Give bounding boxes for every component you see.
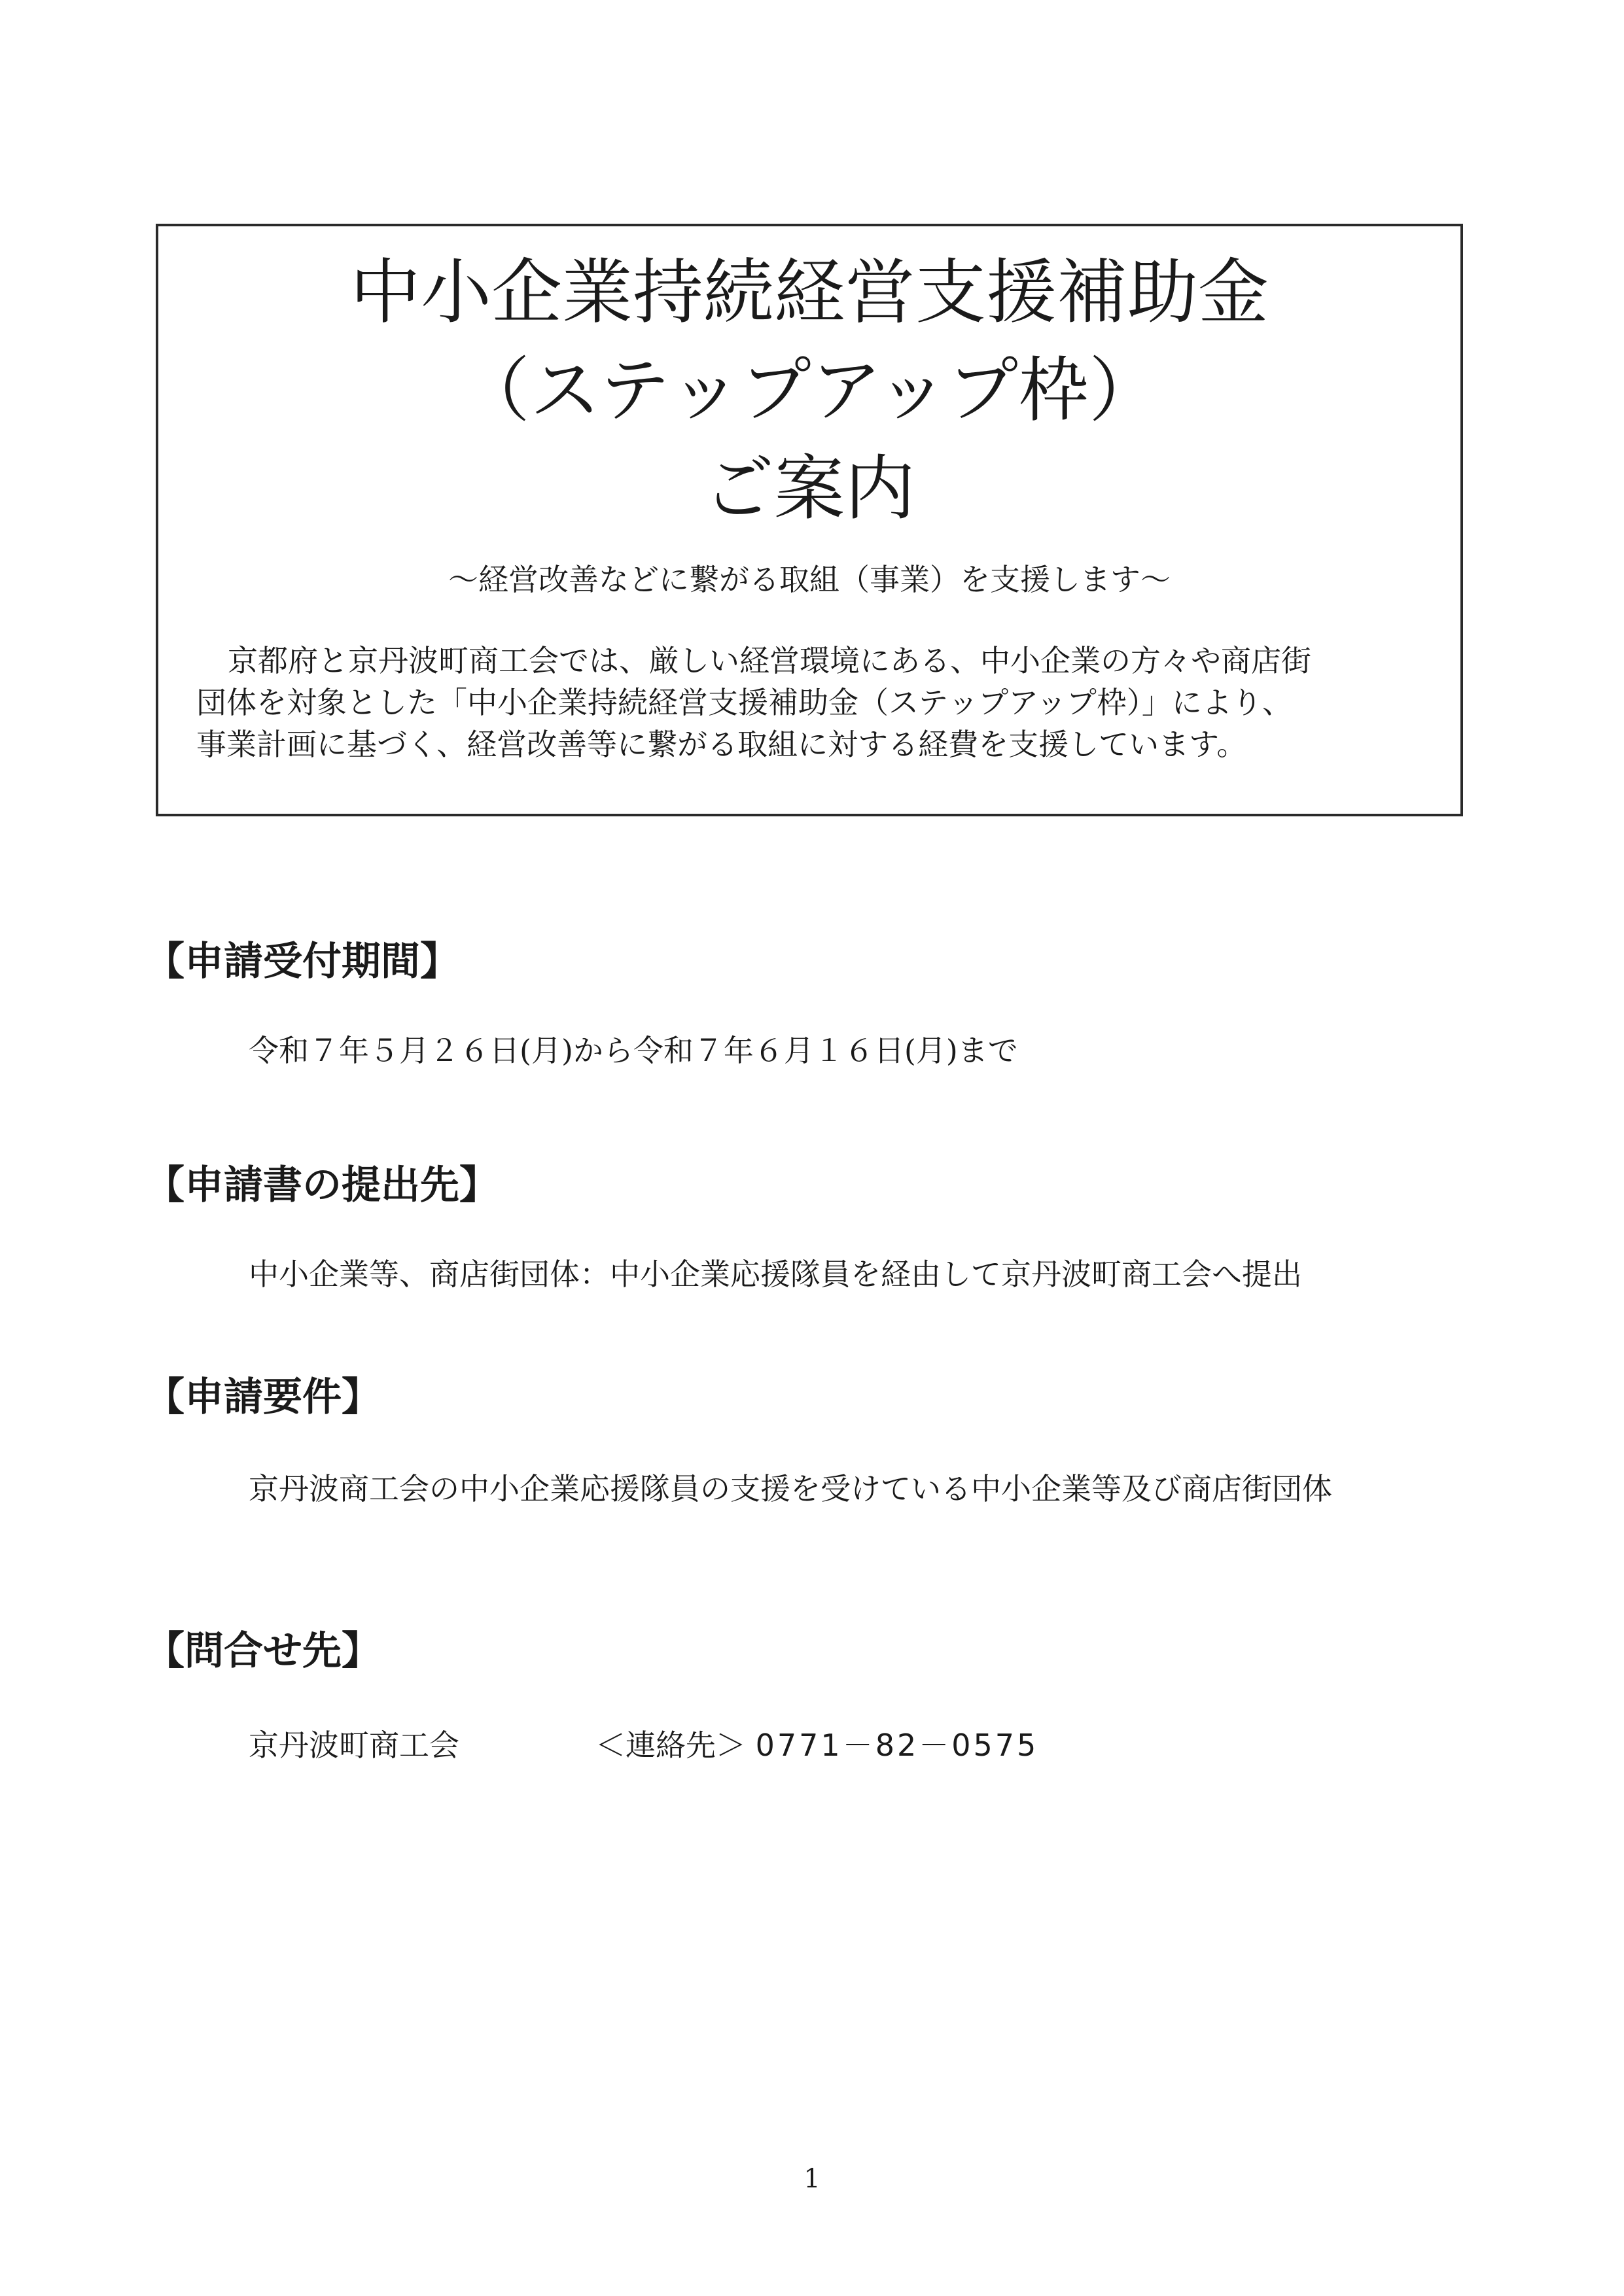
intro-line-1: 京都府と京丹波町商工会では、厳しい経営環境にある、中小企業の方々や商店街 — [228, 643, 1311, 678]
intro-line-3: 事業計画に基づく、経営改善等に繋がる取組に対する経費を支援しています。 — [196, 727, 1247, 762]
contact-label: ＜連絡先＞ — [595, 1728, 746, 1763]
title-line-2: （ステップアップ枠） — [459, 350, 1160, 432]
intro-line-2: 団体を対象とした「中小企業持続経営支援補助金（ステップアップ枠）」により、 — [196, 685, 1292, 720]
contact-organization: 京丹波町商工会 — [249, 1728, 459, 1763]
period-heading: 【申請受付期間】 — [145, 939, 459, 984]
contact-phone: 0771－82－0575 — [755, 1728, 1039, 1763]
title-box — [156, 224, 1463, 816]
page-number: 1 — [803, 2164, 821, 2194]
title-line-3: ご案内 — [703, 448, 915, 530]
submission-body: 中小企業等、商店街団体：中小企業応援隊員を経由して京丹波町商工会へ提出 — [249, 1257, 1302, 1292]
title-line-1: 中小企業持続経営支援補助金 — [349, 252, 1269, 334]
submission-heading: 【申請書の提出先】 — [145, 1162, 499, 1208]
period-body: 令和７年５月２６日(月)から令和７年６月１６日(月)まで — [249, 1033, 1018, 1068]
subtitle: ～経営改善などに繋がる取組（事業）を支援します～ — [448, 562, 1171, 597]
contact-heading: 【問合せ先】 — [145, 1628, 381, 1674]
intro-paragraph — [196, 640, 1426, 765]
requirements-heading: 【申請要件】 — [145, 1374, 381, 1420]
requirements-body: 京丹波商工会の中小企業応援隊員の支援を受けている中小企業等及び商店街団体 — [249, 1471, 1332, 1506]
contact-row — [249, 1726, 1038, 1765]
